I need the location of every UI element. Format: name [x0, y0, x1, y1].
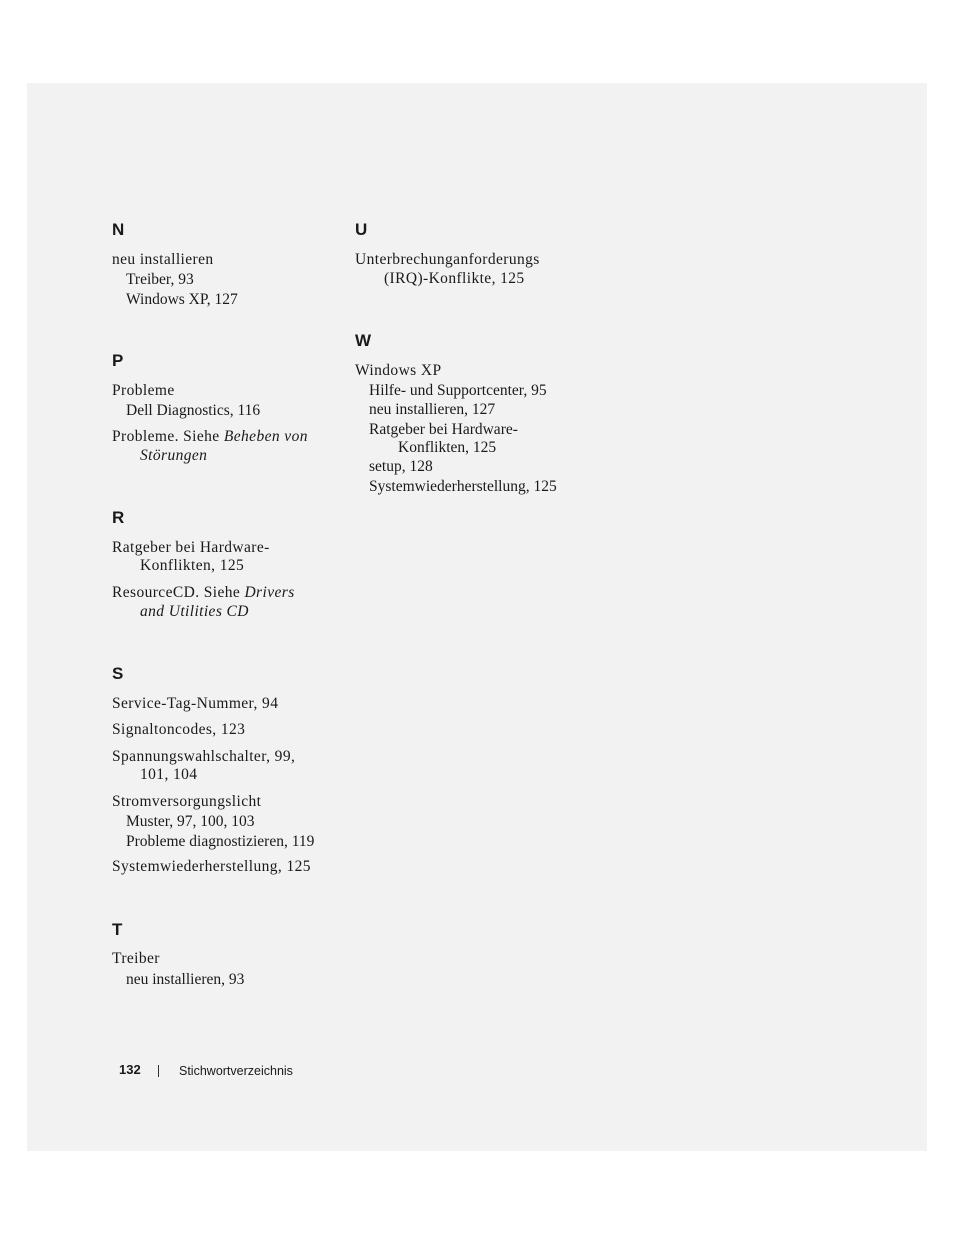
index-subentry: Ratgeber bei Hardware- [369, 421, 518, 438]
index-entry: Treiber [112, 950, 160, 967]
index-entry: Windows XP [355, 362, 442, 379]
index-entry: Probleme [112, 382, 175, 399]
index-letter-w: W [355, 331, 372, 350]
index-subentry: Muster, 97, 100, 103 [126, 813, 255, 830]
index-subentry: Treiber, 93 [126, 271, 194, 288]
index-entry: Service-Tag-Nummer, 94 [112, 695, 279, 712]
index-subentry: setup, 128 [369, 458, 433, 475]
index-letter-p: P [112, 351, 124, 370]
index-entry-see [112, 583, 295, 602]
see-text: Probleme. Siehe [112, 428, 224, 445]
index-letter-n: N [112, 220, 125, 239]
index-letter-s: S [112, 664, 124, 683]
index-letter-r: R [112, 508, 125, 527]
index-subentry: Hilfe- und Supportcenter, 95 [369, 382, 547, 399]
index-entry: Signaltoncodes, 123 [112, 721, 246, 738]
index-entry: neu installieren [112, 251, 214, 268]
see-reference-continued: and Utilities CD [140, 603, 249, 620]
see-text: ResourceCD. Siehe [112, 584, 245, 601]
footer-separator [158, 1065, 159, 1077]
index-subentry: neu installieren, 127 [369, 401, 496, 418]
index-subentry-continued: Konflikten, 125 [398, 439, 497, 456]
index-entry-continued: (IRQ)-Konflikte, 125 [384, 270, 525, 287]
footer-section-title: Stichwortverzeichnis [179, 1064, 293, 1078]
index-entry-continued: 101, 104 [140, 766, 198, 783]
page-number: 132 [119, 1062, 141, 1077]
index-entry: Systemwiederherstellung, 125 [112, 858, 311, 875]
index-subentry: Systemwiederherstellung, 125 [369, 478, 557, 495]
index-subentry: Windows XP, 127 [126, 291, 238, 308]
index-entry: Stromversorgungslicht [112, 793, 262, 810]
see-reference: Beheben von [223, 428, 308, 445]
index-entry: Unterbrechunganforderungs [355, 251, 540, 268]
see-reference: Drivers [244, 584, 295, 601]
index-subentry: Probleme diagnostizieren, 119 [126, 833, 315, 850]
index-entry-continued: Konflikten, 125 [140, 557, 245, 574]
see-reference-continued: Störungen [140, 447, 208, 464]
index-subentry: Dell Diagnostics, 116 [126, 402, 261, 419]
index-subentry: neu installieren, 93 [126, 971, 245, 988]
index-entry-see [112, 427, 308, 446]
index-letter-u: U [355, 220, 368, 239]
index-letter-t: T [112, 920, 123, 939]
index-entry: Spannungswahlschalter, 99, [112, 748, 296, 765]
index-entry: Ratgeber bei Hardware- [112, 539, 270, 556]
